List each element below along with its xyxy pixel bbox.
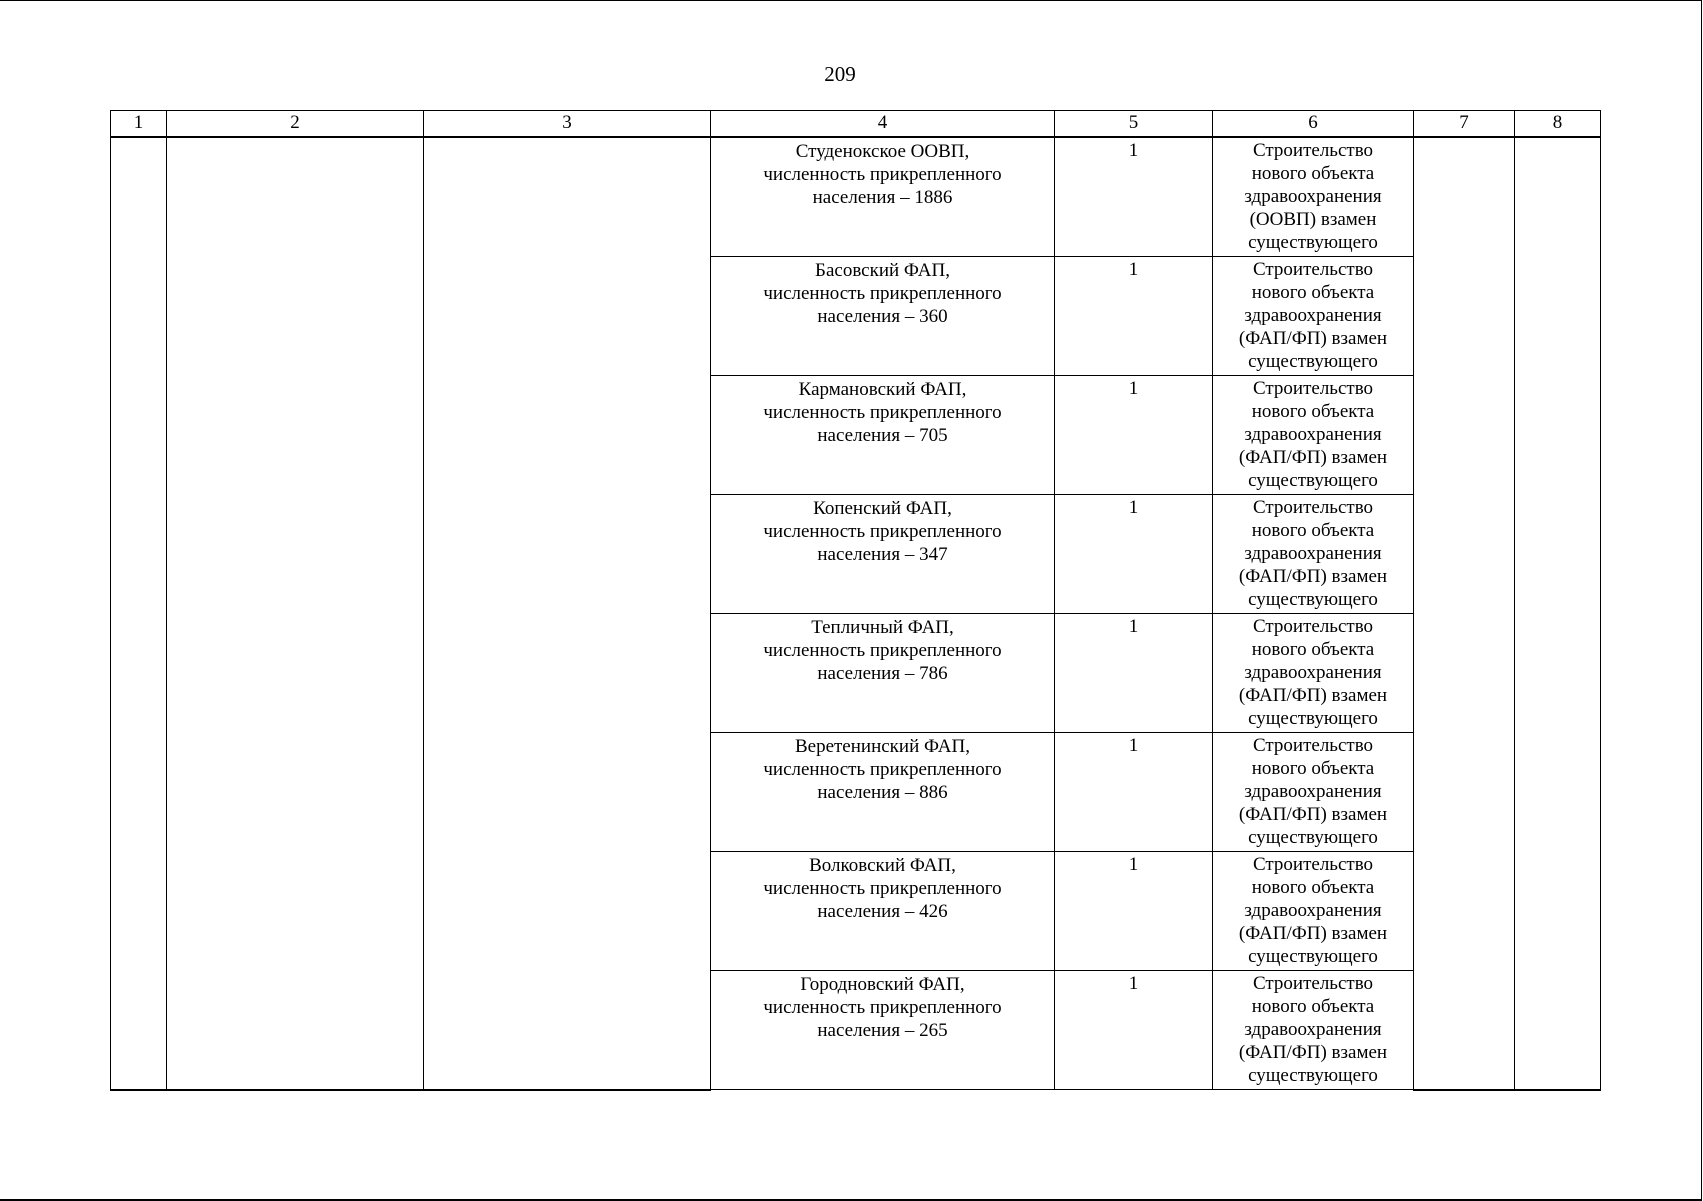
action-line: нового объекта	[1251, 163, 1375, 184]
action-line: (ФАП/ФП) взамен	[1238, 923, 1388, 944]
page-number: 209	[824, 62, 856, 86]
action-cell	[1213, 137, 1414, 257]
action-cell	[1213, 852, 1414, 971]
col-3-merged-cell	[424, 137, 711, 1090]
facility-description: численность прикрепленного	[763, 164, 1002, 185]
facility-cell	[711, 614, 1055, 733]
count-cell: 1	[1055, 376, 1213, 495]
action-line: Строительство	[1252, 616, 1374, 637]
count-cell: 1	[1055, 971, 1213, 1090]
action-line: здравоохранения	[1244, 781, 1382, 802]
column-header-3: 3	[424, 111, 711, 138]
count-cell: 1	[1055, 852, 1213, 971]
column-header-5: 5	[1055, 111, 1213, 138]
facility-population: населения – 886	[817, 782, 948, 803]
action-line: нового объекта	[1251, 758, 1375, 779]
action-line: существующего	[1248, 232, 1378, 253]
count-cell: 1	[1055, 257, 1213, 376]
facility-name: Басовский ФАП,	[815, 260, 950, 281]
count-cell: 1	[1055, 733, 1213, 852]
action-line: нового объекта	[1251, 282, 1375, 303]
facility-description: численность прикрепленного	[763, 759, 1002, 780]
facility-population: населения – 1886	[812, 187, 953, 208]
action-line: существующего	[1248, 1065, 1378, 1086]
col-2-merged-cell	[167, 137, 424, 1090]
action-line: (ООВП) взамен	[1249, 209, 1377, 230]
facility-description: численность прикрепленного	[763, 878, 1002, 899]
col-1-merged-cell	[111, 137, 167, 1090]
facility-description: численность прикрепленного	[763, 521, 1002, 542]
facility-name: Кармановский ФАП,	[798, 379, 967, 400]
action-line: (ФАП/ФП) взамен	[1238, 804, 1388, 825]
count-cell: 1	[1055, 137, 1213, 257]
facility-cell	[711, 733, 1055, 852]
count-cell: 1	[1055, 614, 1213, 733]
action-line: здравоохранения	[1244, 543, 1382, 564]
facility-cell	[711, 137, 1055, 257]
col-8-merged-cell	[1515, 137, 1601, 1090]
action-line: существующего	[1248, 946, 1378, 967]
action-line: (ФАП/ФП) взамен	[1238, 447, 1388, 468]
facility-cell	[711, 257, 1055, 376]
action-cell	[1213, 614, 1414, 733]
action-line: Строительство	[1252, 378, 1374, 399]
table-body	[111, 137, 1601, 1090]
data-table	[110, 110, 1601, 1091]
facility-cell	[711, 495, 1055, 614]
action-line: (ФАП/ФП) взамен	[1238, 328, 1388, 349]
column-header-7: 7	[1414, 111, 1515, 138]
action-line: существующего	[1248, 470, 1378, 491]
column-header-6: 6	[1213, 111, 1414, 138]
action-line: Строительство	[1252, 735, 1374, 756]
header-row	[111, 111, 1601, 138]
action-line: существующего	[1248, 589, 1378, 610]
action-line: Строительство	[1252, 973, 1374, 994]
facility-description: численность прикрепленного	[763, 640, 1002, 661]
action-line: (ФАП/ФП) взамен	[1238, 685, 1388, 706]
action-line: существующего	[1248, 351, 1378, 372]
action-line: здравоохранения	[1244, 662, 1382, 683]
action-line: нового объекта	[1251, 877, 1375, 898]
action-line: нового объекта	[1251, 401, 1375, 422]
facility-population: населения – 786	[817, 663, 948, 684]
action-cell	[1213, 376, 1414, 495]
action-line: здравоохранения	[1244, 900, 1382, 921]
facility-name: Тепличный ФАП,	[811, 617, 954, 638]
facility-name: Городновский ФАП,	[800, 974, 965, 995]
action-line: здравоохранения	[1244, 1019, 1382, 1040]
action-line: нового объекта	[1251, 520, 1375, 541]
count-cell: 1	[1055, 495, 1213, 614]
action-line: Строительство	[1252, 497, 1374, 518]
facility-population: населения – 347	[817, 544, 948, 565]
action-line: нового объекта	[1251, 639, 1375, 660]
facility-cell	[711, 971, 1055, 1090]
action-cell	[1213, 257, 1414, 376]
action-line: Строительство	[1252, 259, 1374, 280]
action-cell	[1213, 495, 1414, 614]
action-line: (ФАП/ФП) взамен	[1238, 566, 1388, 587]
action-line: Строительство	[1252, 140, 1374, 161]
action-line: нового объекта	[1251, 996, 1375, 1017]
column-header-8: 8	[1515, 111, 1601, 138]
facility-cell	[711, 852, 1055, 971]
action-cell	[1213, 733, 1414, 852]
action-line: здравоохранения	[1244, 305, 1382, 326]
action-line: Строительство	[1252, 854, 1374, 875]
action-line: существующего	[1248, 708, 1378, 729]
facility-name: Веретенинский ФАП,	[794, 736, 971, 757]
action-line: (ФАП/ФП) взамен	[1238, 1042, 1388, 1063]
column-header-2: 2	[167, 111, 424, 138]
col-7-merged-cell	[1414, 137, 1515, 1090]
table-row	[111, 137, 1601, 257]
facility-name: Студенокское ООВП,	[795, 141, 970, 162]
facility-name: Копенский ФАП,	[813, 498, 952, 519]
facility-population: населения – 705	[817, 425, 948, 446]
facility-description: численность прикрепленного	[763, 402, 1002, 423]
column-header-4: 4	[711, 111, 1055, 138]
facility-name: Волковский ФАП,	[809, 855, 956, 876]
facility-population: населения – 360	[817, 306, 948, 327]
facility-description: численность прикрепленного	[763, 997, 1002, 1018]
facility-population: населения – 265	[817, 1020, 948, 1041]
action-line: существующего	[1248, 827, 1378, 848]
facility-population: населения – 426	[817, 901, 948, 922]
action-line: здравоохранения	[1244, 186, 1382, 207]
facility-cell	[711, 376, 1055, 495]
column-header-1: 1	[111, 111, 167, 138]
action-cell	[1213, 971, 1414, 1090]
action-line: здравоохранения	[1244, 424, 1382, 445]
facility-description: численность прикрепленного	[763, 283, 1002, 304]
